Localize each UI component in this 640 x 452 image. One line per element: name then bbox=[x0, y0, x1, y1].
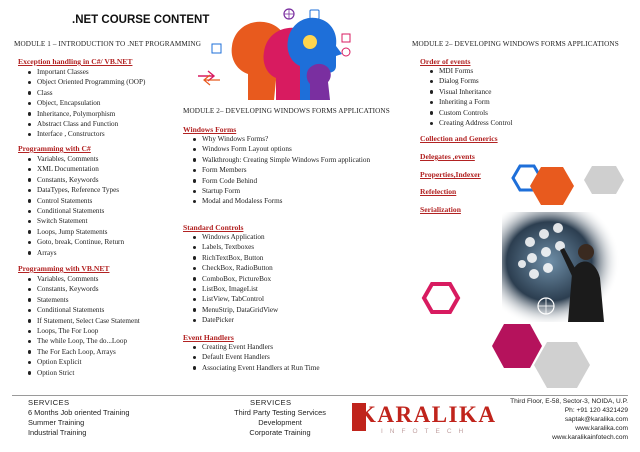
list-item: The For Each Loop, Arrays bbox=[26, 347, 140, 357]
hexagon-pink-outline bbox=[418, 276, 464, 320]
list-item: Windows Application bbox=[191, 232, 278, 242]
list-item: Form Code Behind bbox=[191, 176, 371, 186]
footer-services-heading-left: SERVICES bbox=[28, 398, 70, 407]
list-item: Startup Form bbox=[191, 186, 371, 196]
list-item: ComboBox, PictureBox bbox=[191, 274, 278, 284]
contact-website: www.karalika.com bbox=[575, 425, 628, 432]
list-item: Windows Form Layout options bbox=[191, 144, 371, 154]
module-2-heading-right: MODULE 2– DEVELOPING WINDOWS FORMS APPLICATIONS bbox=[412, 40, 619, 48]
footer-service-line: Development bbox=[258, 418, 302, 427]
page-title: .NET COURSE CONTENT bbox=[72, 14, 210, 26]
list-item: Default Event Handlers bbox=[191, 352, 320, 362]
list-item: DataTypes, Reference Types bbox=[26, 185, 124, 195]
hexagon-gray-bottom bbox=[528, 336, 598, 394]
list-item: Modal and Modaless Forms bbox=[191, 196, 371, 206]
footer-service-line: Corporate Training bbox=[249, 428, 311, 437]
footer-divider bbox=[12, 395, 628, 396]
list-event-handlers bbox=[191, 342, 320, 373]
topic-properties-indexer: Properties,Indexer bbox=[420, 170, 481, 179]
list-item: Form Members bbox=[191, 165, 371, 175]
list-item: The while Loop, The do...Loop bbox=[26, 336, 140, 346]
list-item: Variables, Comments bbox=[26, 154, 124, 164]
module-1-heading: MODULE 1 – INTRODUCTION TO .NET PROGRAMMING bbox=[14, 40, 201, 48]
list-item: Goto, break, Continue, Return bbox=[26, 237, 124, 247]
list-item: Option Explicit bbox=[26, 357, 140, 367]
brand-logo: KARALIKA bbox=[358, 402, 497, 427]
section-title-programming-vbnet: Programming with VB.NET bbox=[18, 264, 110, 273]
section-title-exception-handling: Exception handling in C#/ VB.NET bbox=[18, 57, 133, 66]
list-item: Dialog Forms bbox=[428, 76, 512, 86]
contact-phone: Ph: +91 120 4321429 bbox=[564, 407, 628, 414]
list-item: Associating Event Handlers at Run Time bbox=[191, 363, 320, 373]
list-item: Control Statements bbox=[26, 196, 124, 206]
hexagon-cluster-top bbox=[500, 148, 580, 214]
list-item: Inheritance, Polymorphism bbox=[26, 109, 145, 119]
list-item: Object Oriented Programming (OOP) bbox=[26, 77, 145, 87]
list-item: Loops, Jump Statements bbox=[26, 227, 124, 237]
contact-email: saptak@karalika.com bbox=[564, 416, 628, 423]
hexagon-gray-right bbox=[574, 160, 634, 200]
topic-delegates-events: Delegates ,events bbox=[420, 152, 475, 161]
section-title-order-of-events: Order of events bbox=[420, 57, 471, 66]
list-item: Conditional Statements bbox=[26, 305, 140, 315]
footer-service-line: Third Party Testing Services bbox=[234, 408, 326, 417]
list-programming-csharp bbox=[26, 154, 124, 258]
list-exception-handling bbox=[26, 67, 145, 140]
list-item: ListBox, ImageList bbox=[191, 284, 278, 294]
business-man-photo bbox=[502, 212, 620, 322]
list-programming-vbnet bbox=[26, 274, 140, 378]
list-item: Important Classes bbox=[26, 67, 145, 77]
list-item: XML Documentation bbox=[26, 164, 124, 174]
list-item: Inheriting a Form bbox=[428, 97, 512, 107]
module-2-heading: MODULE 2– DEVELOPING WINDOWS FORMS APPLICATIONS bbox=[183, 107, 390, 115]
topic-reflection: Refelection bbox=[420, 187, 457, 196]
list-item: Constants, Keywords bbox=[26, 175, 124, 185]
list-order-of-events bbox=[428, 66, 512, 128]
list-item: MDI Forms bbox=[428, 66, 512, 76]
list-item: ListView, TabControl bbox=[191, 294, 278, 304]
section-title-windows-forms: Windows Forms bbox=[183, 125, 237, 134]
footer-service-line: Summer Training bbox=[28, 418, 85, 427]
list-item: Visual Inheritance bbox=[428, 87, 512, 97]
list-item: Statements bbox=[26, 295, 140, 305]
section-title-event-handlers: Event Handlers bbox=[183, 333, 234, 342]
list-item: Switch Statement bbox=[26, 216, 124, 226]
list-item: Option Strict bbox=[26, 368, 140, 378]
list-item: If Statement, Select Case Statement bbox=[26, 316, 140, 326]
list-item: Interface , Constructors bbox=[26, 129, 145, 139]
section-title-programming-csharp: Programming with C# bbox=[18, 144, 91, 153]
list-item: MenuStrip, DataGridView bbox=[191, 305, 278, 315]
list-windows-forms bbox=[191, 134, 371, 207]
heads-illustration bbox=[190, 4, 370, 102]
footer-services-heading-middle: SERVICES bbox=[250, 398, 292, 407]
topic-collection-generics: Collection and Generics bbox=[420, 134, 498, 143]
contact-address: Third Floor, E-58, Sector-3, NOIDA, U.P. bbox=[510, 398, 628, 405]
section-title-standard-controls: Standard Controls bbox=[183, 223, 244, 232]
list-item: Walkthrough: Creating Simple Windows Form application bbox=[191, 155, 371, 165]
list-item: Conditional Statements bbox=[26, 206, 124, 216]
list-item: CheckBox, RadioButton bbox=[191, 263, 278, 273]
list-item: Loops, The For Loop bbox=[26, 326, 140, 336]
footer-service-line: 6 Months Job oriented Training bbox=[28, 408, 130, 417]
list-item: Creating Address Control bbox=[428, 118, 512, 128]
list-item: Custom Controls bbox=[428, 108, 512, 118]
list-standard-controls bbox=[191, 232, 278, 326]
footer-service-line: Industrial Training bbox=[28, 428, 87, 437]
list-item: Class bbox=[26, 88, 145, 98]
list-item: Labels, Textboxes bbox=[191, 242, 278, 252]
list-item: Constants, Keywords bbox=[26, 284, 140, 294]
topic-serialization: Serialization bbox=[420, 205, 461, 214]
contact-website-2: www.karalikainfotech.com bbox=[552, 434, 628, 441]
list-item: Abstract Class and Function bbox=[26, 119, 145, 129]
list-item: Arrays bbox=[26, 248, 124, 258]
list-item: Object, Encapsulation bbox=[26, 98, 145, 108]
list-item: Creating Event Handlers bbox=[191, 342, 320, 352]
list-item: Why Windows Forms? bbox=[191, 134, 371, 144]
list-item: Variables, Comments bbox=[26, 274, 140, 284]
list-item: RichTextBox, Button bbox=[191, 253, 278, 263]
brand-tagline: INFOTECH bbox=[381, 428, 471, 435]
list-item: DatePicker bbox=[191, 315, 278, 325]
